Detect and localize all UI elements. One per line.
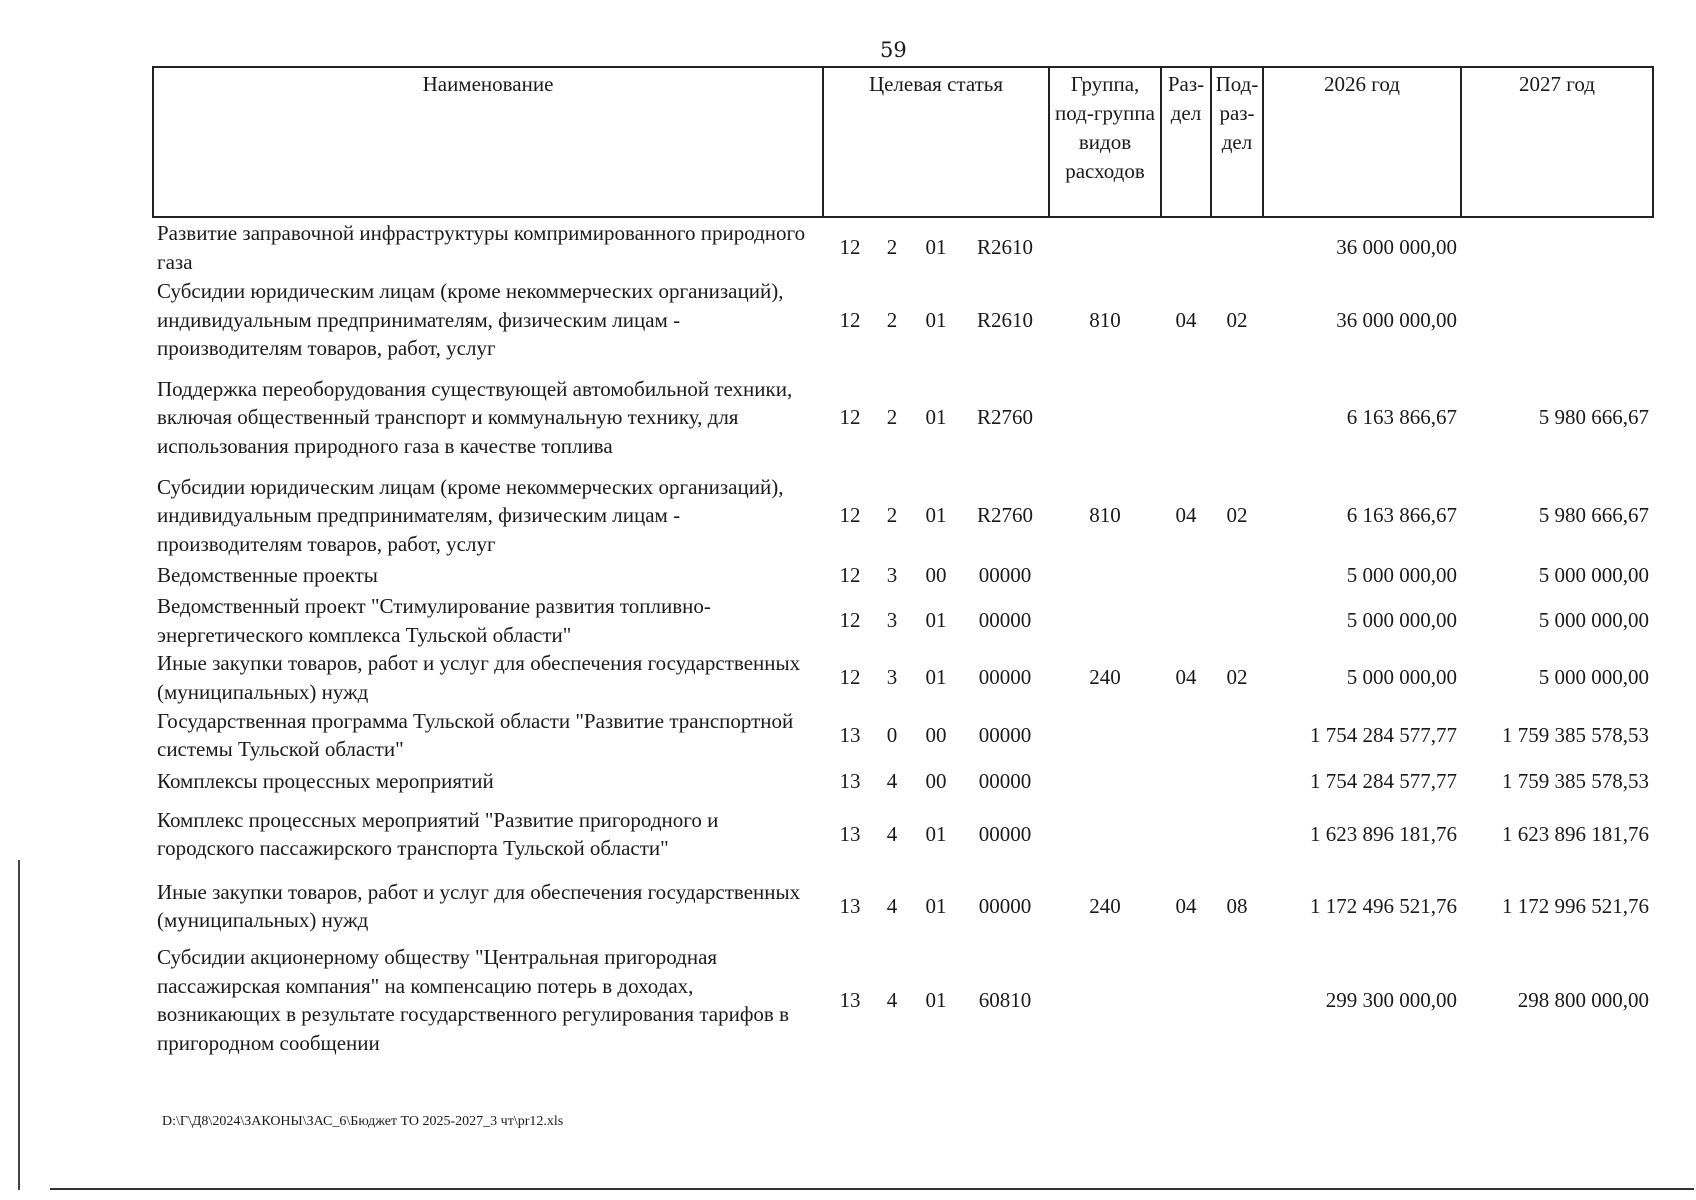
row-amount-2026: 5 000 000,00: [1346, 665, 1457, 690]
code-direction: R2760: [976, 503, 1033, 527]
code-subprogram: 2: [886, 235, 898, 260]
row-name: Субсидии акционерному обществу "Центральная пригородная пассажирская компания" на компенсацию потерь в доходах, возникающих в результате государственного регулирования тарифов в пригородном сообщении: [157, 945, 790, 1055]
row-amount-2027: 5 980 666,67: [1538, 503, 1649, 527]
table-row: [153, 473, 1653, 559]
code-event: 01: [925, 608, 947, 633]
code-subprogram: 3: [886, 608, 898, 633]
row-name: Субсидии юридическим лицам (кроме некоммерческих организаций), индивидуальным предпринимателям, физическим лицам - производителям товаров, работ, услуг: [157, 279, 784, 360]
row-subsection: [1211, 592, 1263, 649]
code-subprogram: 4: [886, 987, 898, 1012]
table-row: [153, 942, 1653, 1058]
code-direction: R2610: [976, 235, 1033, 260]
row-section: [1161, 363, 1211, 473]
code-program: 12: [839, 665, 861, 690]
table-row: [153, 558, 1653, 592]
row-section: [1161, 706, 1211, 764]
row-name: Развитие заправочной инфраструктуры компримированного природного газа: [157, 221, 806, 274]
table-row: [153, 592, 1653, 649]
table-row: [153, 277, 1653, 363]
row-name: Ведомственный проект "Стимулирование развития топливно-энергетического комплекса Тульской области": [157, 594, 711, 647]
row-subsection: [1211, 798, 1263, 870]
code-subprogram: 4: [886, 893, 898, 918]
row-amount-2026: 5 000 000,00: [1346, 562, 1457, 587]
header-year-2027: 2027 год: [1461, 67, 1653, 217]
row-amount-2027: 1 172 996 521,76: [1502, 893, 1649, 918]
row-amount-2026: 6 163 866,67: [1346, 503, 1457, 527]
code-subprogram: 2: [886, 307, 898, 332]
header-target-article: Целевая статья: [823, 67, 1049, 217]
code-subprogram: 2: [886, 503, 898, 527]
row-name: Государственная программа Тульской области "Развитие транспортной системы Тульской области": [157, 708, 794, 761]
row-name: Ведомственные проекты: [157, 562, 378, 587]
header-subsection: Под-раз-дел: [1211, 67, 1263, 217]
row-expense-group: [1049, 706, 1161, 764]
code-direction: 00000: [978, 608, 1032, 633]
code-event: 01: [925, 987, 947, 1012]
table-row: [153, 363, 1653, 473]
row-subsection: 02: [1226, 307, 1248, 332]
row-expense-group: 810: [1089, 503, 1121, 527]
row-expense-group: [1049, 558, 1161, 592]
row-section: 04: [1175, 307, 1197, 332]
left-margin-rule: [18, 860, 20, 1190]
row-target-article: [823, 870, 1049, 942]
code-subprogram: 2: [886, 405, 898, 430]
row-section: [1161, 217, 1211, 277]
row-amount-2027: 1 623 896 181,76: [1502, 821, 1649, 846]
code-direction: 00000: [978, 665, 1032, 690]
table-header-row: [153, 67, 1653, 217]
row-target-article: [823, 592, 1049, 649]
row-target-article: [823, 649, 1049, 706]
code-event: 01: [925, 503, 947, 527]
code-event: 00: [925, 562, 947, 587]
row-section: 04: [1175, 665, 1197, 690]
row-section: [1161, 764, 1211, 798]
row-expense-group: 240: [1089, 665, 1121, 690]
code-program: 12: [839, 235, 861, 260]
row-section: [1161, 558, 1211, 592]
row-section: [1161, 942, 1211, 1058]
row-amount-2026: 36 000 000,00: [1336, 235, 1457, 260]
row-target-article: [823, 363, 1049, 473]
code-event: 00: [925, 768, 947, 793]
row-amount-2026: 1 623 896 181,76: [1310, 821, 1457, 846]
row-subsection: [1211, 764, 1263, 798]
row-name: Комплекс процессных мероприятий "Развитие пригородного и городского пассажирского транспорта Тульской области": [157, 807, 719, 860]
code-program: 13: [839, 768, 861, 793]
code-program: 13: [839, 722, 861, 747]
code-event: 01: [925, 405, 947, 430]
row-amount-2026: 36 000 000,00: [1336, 307, 1457, 332]
row-expense-group: 240: [1089, 893, 1121, 918]
row-amount-2026: 6 163 866,67: [1346, 405, 1457, 430]
row-name: Иные закупки товаров, работ и услуг для обеспечения государственных (муниципальных) нужд: [157, 879, 801, 932]
table-row: [153, 764, 1653, 798]
row-target-article: [823, 217, 1049, 277]
row-amount-2027: [1461, 217, 1653, 277]
code-event: 00: [925, 722, 947, 747]
row-target-article: [823, 798, 1049, 870]
row-amount-2027: 5 000 000,00: [1538, 665, 1649, 690]
table-body: [153, 217, 1653, 1058]
row-amount-2026: 1 754 284 577,77: [1310, 768, 1457, 793]
row-expense-group: [1049, 592, 1161, 649]
header-name: Наименование: [153, 67, 823, 217]
code-subprogram: 4: [886, 768, 898, 793]
row-amount-2027: 1 759 385 578,53: [1502, 768, 1649, 793]
row-section: 04: [1175, 893, 1197, 918]
code-event: 01: [925, 307, 947, 332]
code-direction: 00000: [978, 893, 1032, 918]
row-subsection: [1211, 558, 1263, 592]
row-amount-2026: 5 000 000,00: [1346, 608, 1457, 633]
file-path: D:\Г\Д8\2024\ЗАКОНЫ\ЗАС_6\Бюджет ТО 2025-2027_3 чт\pr12.xls: [162, 1114, 564, 1129]
row-expense-group: 810: [1089, 307, 1121, 332]
table-row: [153, 217, 1653, 277]
code-subprogram: 3: [886, 665, 898, 690]
row-section: [1161, 592, 1211, 649]
row-target-article: [823, 558, 1049, 592]
budget-table: [152, 66, 1654, 1058]
code-program: 12: [839, 608, 861, 633]
row-section: 04: [1175, 503, 1197, 527]
row-expense-group: [1049, 942, 1161, 1058]
row-target-article: [823, 764, 1049, 798]
row-target-article: [823, 473, 1049, 559]
row-amount-2026: 299 300 000,00: [1325, 987, 1457, 1012]
table-row: [153, 649, 1653, 706]
row-subsection: [1211, 942, 1263, 1058]
table-row: [153, 798, 1653, 870]
row-subsection: 02: [1226, 665, 1248, 690]
code-direction: 00000: [978, 768, 1032, 793]
header-year-2026: 2026 год: [1263, 67, 1461, 217]
code-direction: R2760: [976, 405, 1033, 430]
row-expense-group: [1049, 798, 1161, 870]
code-direction: 00000: [978, 722, 1032, 747]
code-event: 01: [925, 893, 947, 918]
row-target-article: [823, 942, 1049, 1058]
row-name: Иные закупки товаров, работ и услуг для обеспечения государственных (муниципальных) нужд: [157, 651, 801, 704]
row-expense-group: [1049, 363, 1161, 473]
row-subsection: [1211, 706, 1263, 764]
row-expense-group: [1049, 764, 1161, 798]
row-subsection: [1211, 217, 1263, 277]
code-direction: R2610: [976, 307, 1033, 332]
code-event: 01: [925, 235, 947, 260]
row-name: Комплексы процессных мероприятий: [157, 768, 494, 793]
code-program: 12: [839, 503, 861, 527]
table-row: [153, 706, 1653, 764]
row-amount-2027: 5 000 000,00: [1538, 562, 1649, 587]
row-subsection: 08: [1226, 893, 1248, 918]
code-program: 12: [839, 405, 861, 430]
row-target-article: [823, 277, 1049, 363]
code-subprogram: 0: [886, 722, 898, 747]
row-amount-2027: 5 980 666,67: [1538, 405, 1649, 430]
header-expense-group: Группа, под-группа видов расходов: [1049, 67, 1161, 217]
row-subsection: 02: [1226, 503, 1248, 527]
code-event: 01: [925, 821, 947, 846]
bottom-rule: [50, 1188, 1694, 1190]
code-program: 12: [839, 562, 861, 587]
row-amount-2027: 1 759 385 578,53: [1502, 722, 1649, 747]
page-number: 59: [880, 38, 907, 62]
code-subprogram: 3: [886, 562, 898, 587]
code-direction: 00000: [978, 562, 1032, 587]
code-program: 13: [839, 893, 861, 918]
row-amount-2026: 1 172 496 521,76: [1310, 893, 1457, 918]
code-program: 13: [839, 987, 861, 1012]
table-row: [153, 870, 1653, 942]
row-name: Поддержка переоборудования существующей автомобильной техники, включая общественный транспорт и коммунальную технику, для использования природного газа в качестве топлива: [157, 376, 793, 458]
row-amount-2026: 1 754 284 577,77: [1310, 722, 1457, 747]
row-target-article: [823, 706, 1049, 764]
code-program: 13: [839, 821, 861, 846]
row-section: [1161, 798, 1211, 870]
row-amount-2027: [1461, 277, 1653, 363]
header-section: Раз-дел: [1161, 67, 1211, 217]
code-program: 12: [839, 307, 861, 332]
row-amount-2027: 5 000 000,00: [1538, 608, 1649, 633]
row-name: Субсидии юридическим лицам (кроме некоммерческих организаций), индивидуальным предпринимателям, физическим лицам - производителям товаров, работ, услуг: [157, 474, 784, 556]
code-direction: 00000: [978, 821, 1032, 846]
code-direction: 60810: [978, 987, 1032, 1012]
code-event: 01: [925, 665, 947, 690]
code-subprogram: 4: [886, 821, 898, 846]
row-amount-2027: 298 800 000,00: [1517, 987, 1649, 1012]
row-subsection: [1211, 363, 1263, 473]
row-expense-group: [1049, 217, 1161, 277]
